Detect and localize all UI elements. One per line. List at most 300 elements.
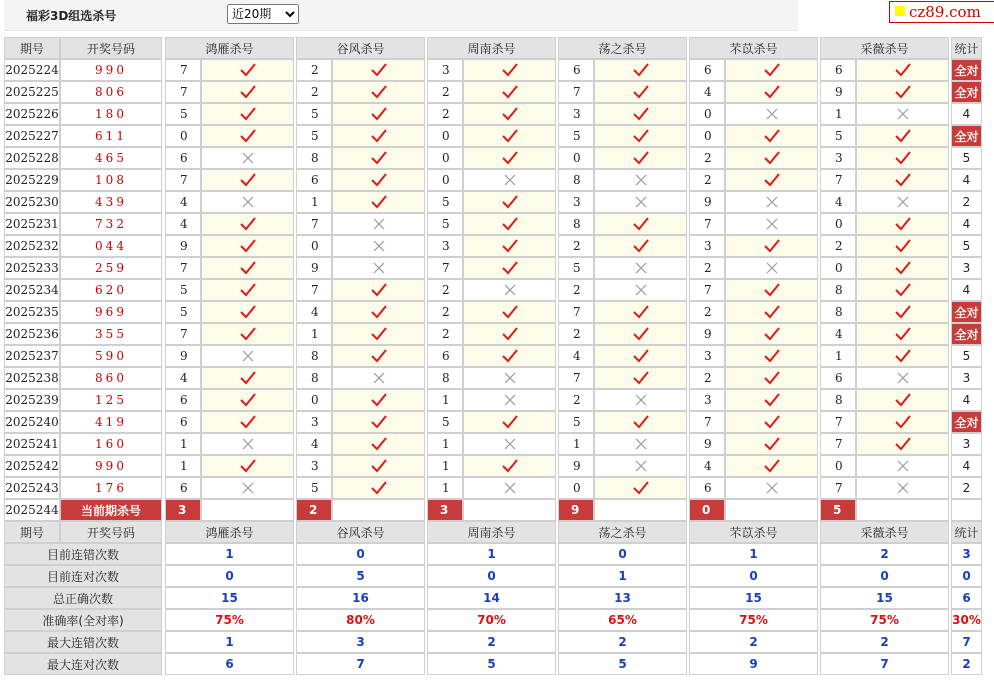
kill-number-cell: 8 [820, 301, 856, 323]
check-icon [894, 326, 912, 342]
summary-value: 16 [296, 587, 425, 609]
check-icon [370, 84, 388, 100]
result-correct [594, 367, 687, 389]
kill-number-cell: 9 [689, 323, 725, 345]
result-correct [201, 59, 294, 81]
check-icon [239, 128, 257, 144]
check-icon [370, 62, 388, 78]
kill-number-cell: 7 [427, 257, 463, 279]
summary-value: 0 [558, 543, 687, 565]
current-kill-number: 5 [820, 499, 856, 521]
kill-number-cell: 9 [558, 455, 594, 477]
kill-number-cell: 2 [427, 279, 463, 301]
check-icon [501, 194, 519, 210]
kill-number-cell: 5 [820, 125, 856, 147]
kill-number-cell: 1 [427, 477, 463, 499]
result-correct [201, 301, 294, 323]
check-icon [894, 436, 912, 452]
kill-number-cell: 0 [558, 147, 594, 169]
result-correct [594, 411, 687, 433]
period-cell: 2025225 [4, 81, 60, 103]
kill-number-cell: 7 [558, 81, 594, 103]
kill-number-cell: 3 [427, 59, 463, 81]
summary-value: 5 [558, 653, 687, 675]
kill-number-cell: 4 [165, 191, 201, 213]
cross-icon [765, 217, 779, 231]
kill-number-cell: 7 [165, 257, 201, 279]
cross-icon [634, 195, 648, 209]
result-correct [463, 81, 556, 103]
summary-value: 0 [165, 565, 294, 587]
kill-number-cell: 2 [427, 103, 463, 125]
kill-number-cell: 8 [558, 213, 594, 235]
kill-number-cell: 2 [689, 301, 725, 323]
check-icon [894, 304, 912, 320]
result-correct [856, 59, 949, 81]
summary-value: 15 [165, 587, 294, 609]
summary-value: 75% [689, 609, 818, 631]
kill-number-cell: 5 [427, 411, 463, 433]
result-correct [725, 169, 818, 191]
check-icon [239, 458, 257, 474]
draw-number-cell: 108 [60, 169, 162, 191]
result-correct [856, 323, 949, 345]
result-correct [594, 103, 687, 125]
row-stat-cell: 3 [951, 257, 982, 279]
kill-number-cell: 1 [296, 323, 332, 345]
current-period-cell: 2025244 [4, 499, 60, 521]
kill-number-cell: 8 [296, 367, 332, 389]
kill-number-cell: 7 [689, 411, 725, 433]
kill-number-cell: 2 [820, 235, 856, 257]
period-range-select[interactable] [227, 4, 299, 24]
period-cell: 2025237 [4, 345, 60, 367]
kill-number-cell: 0 [689, 103, 725, 125]
kill-number-cell: 9 [165, 345, 201, 367]
period-cell: 2025224 [4, 59, 60, 81]
check-icon [239, 106, 257, 122]
result-correct [332, 103, 425, 125]
cross-icon [503, 481, 517, 495]
kill-number-cell: 1 [820, 345, 856, 367]
result-correct [725, 235, 818, 257]
summary-value: 75% [165, 609, 294, 631]
row-stat-cell: 4 [951, 389, 982, 411]
check-icon [763, 326, 781, 342]
cross-icon [765, 107, 779, 121]
cross-icon [372, 371, 386, 385]
current-empty-cell [463, 499, 556, 521]
result-correct [332, 411, 425, 433]
summary-value: 0 [296, 543, 425, 565]
check-icon [763, 84, 781, 100]
kill-number-cell: 3 [689, 345, 725, 367]
check-icon [632, 370, 650, 386]
draw-number-cell: 044 [60, 235, 162, 257]
kill-number-cell: 2 [689, 169, 725, 191]
check-icon [239, 326, 257, 342]
check-icon [370, 304, 388, 320]
result-wrong [201, 147, 294, 169]
result-correct [332, 389, 425, 411]
check-icon [763, 392, 781, 408]
all-correct-badge: 全对 [951, 125, 982, 147]
cross-icon [241, 481, 255, 495]
cross-icon [241, 349, 255, 363]
period-cell: 2025242 [4, 455, 60, 477]
header-killer-0: 鸿雁杀号 [165, 37, 294, 59]
draw-number-cell: 620 [60, 279, 162, 301]
period-cell: 2025233 [4, 257, 60, 279]
row-stat-cell: 4 [951, 169, 982, 191]
check-icon [763, 348, 781, 364]
kill-number-cell: 0 [820, 213, 856, 235]
summary-value: 9 [689, 653, 818, 675]
summary-value: 0 [689, 565, 818, 587]
check-icon [239, 62, 257, 78]
result-correct [332, 301, 425, 323]
kill-number-cell: 6 [689, 477, 725, 499]
kill-number-cell: 6 [820, 367, 856, 389]
result-wrong [725, 191, 818, 213]
current-kill-number: 0 [689, 499, 725, 521]
kill-number-cell: 5 [427, 191, 463, 213]
draw-number-cell: 590 [60, 345, 162, 367]
result-correct [332, 81, 425, 103]
draw-number-cell: 439 [60, 191, 162, 213]
check-icon [370, 106, 388, 122]
check-icon [632, 414, 650, 430]
draw-number-cell: 990 [60, 59, 162, 81]
kill-number-cell: 6 [820, 59, 856, 81]
draw-number-cell: 176 [60, 477, 162, 499]
kill-number-cell: 5 [558, 125, 594, 147]
kill-number-cell: 4 [165, 213, 201, 235]
kill-number-cell: 3 [427, 235, 463, 257]
cross-icon [503, 283, 517, 297]
check-icon [239, 84, 257, 100]
check-icon [763, 62, 781, 78]
summary-label: 最大连错次数 [4, 631, 162, 653]
logo-square-icon [895, 6, 905, 16]
kill-number-cell: 7 [165, 323, 201, 345]
result-correct [201, 323, 294, 345]
period-cell: 2025235 [4, 301, 60, 323]
period-cell: 2025228 [4, 147, 60, 169]
cross-icon [896, 195, 910, 209]
result-correct [856, 411, 949, 433]
kill-number-cell: 6 [165, 147, 201, 169]
result-correct [725, 279, 818, 301]
current-stat-empty [951, 499, 982, 521]
period-cell: 2025227 [4, 125, 60, 147]
period-cell: 2025234 [4, 279, 60, 301]
check-icon [239, 414, 257, 430]
kill-number-cell: 3 [820, 147, 856, 169]
result-correct [463, 125, 556, 147]
result-correct [594, 477, 687, 499]
check-icon [632, 62, 650, 78]
result-correct [594, 213, 687, 235]
result-correct [201, 81, 294, 103]
check-icon [894, 282, 912, 298]
kill-number-cell: 4 [296, 301, 332, 323]
result-wrong [201, 433, 294, 455]
cross-icon [765, 195, 779, 209]
summary-value: 2 [820, 631, 949, 653]
period-cell: 2025229 [4, 169, 60, 191]
cross-icon [896, 481, 910, 495]
kill-number-cell: 1 [427, 433, 463, 455]
check-icon [370, 348, 388, 364]
result-wrong [594, 169, 687, 191]
summary-value: 7 [296, 653, 425, 675]
summary-value: 80% [296, 609, 425, 631]
summary-stat: 6 [951, 587, 982, 609]
header-killer-1: 谷风杀号 [296, 37, 425, 59]
summary-value: 75% [820, 609, 949, 631]
kill-number-cell: 2 [427, 81, 463, 103]
summary-value: 1 [558, 565, 687, 587]
result-correct [856, 81, 949, 103]
check-icon [894, 238, 912, 254]
kill-number-cell: 0 [427, 147, 463, 169]
cross-icon [241, 195, 255, 209]
result-wrong [332, 213, 425, 235]
check-icon [763, 370, 781, 386]
header-period: 期号 [4, 37, 60, 59]
result-wrong [856, 477, 949, 499]
summary-stat: 0 [951, 565, 982, 587]
result-correct [725, 59, 818, 81]
kill-number-cell: 6 [427, 345, 463, 367]
check-icon [501, 106, 519, 122]
result-correct [856, 257, 949, 279]
draw-number-cell: 990 [60, 455, 162, 477]
check-icon [370, 480, 388, 496]
summary-label: 目前连错次数 [4, 543, 162, 565]
result-correct [725, 81, 818, 103]
current-empty-cell [201, 499, 294, 521]
kill-number-cell: 7 [165, 59, 201, 81]
summary-stat: 30% [951, 609, 982, 631]
kill-number-cell: 2 [427, 301, 463, 323]
toolbar [4, 0, 798, 31]
result-wrong [594, 389, 687, 411]
result-correct [463, 411, 556, 433]
kill-number-cell: 8 [427, 367, 463, 389]
summary-value: 2 [558, 631, 687, 653]
cross-icon [765, 261, 779, 275]
result-correct [463, 147, 556, 169]
check-icon [370, 414, 388, 430]
result-correct [463, 345, 556, 367]
header-stat-bottom: 统计 [951, 521, 982, 543]
check-icon [370, 326, 388, 342]
check-icon [239, 260, 257, 276]
result-correct [332, 323, 425, 345]
kill-number-cell: 1 [165, 455, 201, 477]
result-correct [856, 389, 949, 411]
result-correct [594, 235, 687, 257]
summary-value: 1 [165, 631, 294, 653]
result-correct [332, 345, 425, 367]
check-icon [501, 348, 519, 364]
check-icon [501, 304, 519, 320]
row-stat-cell: 5 [951, 345, 982, 367]
result-correct [463, 301, 556, 323]
result-wrong [463, 433, 556, 455]
current-empty-cell [856, 499, 949, 521]
cross-icon [896, 371, 910, 385]
row-stat-cell: 4 [951, 455, 982, 477]
result-wrong [463, 367, 556, 389]
current-empty-cell [332, 499, 425, 521]
result-wrong [594, 191, 687, 213]
check-icon [370, 436, 388, 452]
kill-number-cell: 2 [558, 389, 594, 411]
summary-label: 最大连对次数 [4, 653, 162, 675]
period-cell: 2025243 [4, 477, 60, 499]
kill-number-cell: 0 [165, 125, 201, 147]
kill-number-cell: 8 [558, 169, 594, 191]
result-correct [725, 367, 818, 389]
kill-number-cell: 2 [558, 323, 594, 345]
result-correct [201, 169, 294, 191]
result-correct [201, 213, 294, 235]
kill-number-cell: 7 [165, 169, 201, 191]
kill-number-cell: 4 [820, 191, 856, 213]
header-killer-4-bottom: 芣苡杀号 [689, 521, 818, 543]
kill-number-cell: 0 [427, 125, 463, 147]
summary-label: 准确率(全对率) [4, 609, 162, 631]
result-correct [332, 169, 425, 191]
result-wrong [463, 279, 556, 301]
page-title: 福彩3D组选杀号 [26, 9, 117, 23]
kill-number-cell: 4 [558, 345, 594, 367]
cross-icon [503, 437, 517, 451]
cross-icon [503, 393, 517, 407]
kill-number-cell: 7 [820, 433, 856, 455]
kill-number-cell: 4 [689, 81, 725, 103]
result-wrong [725, 477, 818, 499]
result-wrong [594, 257, 687, 279]
result-wrong [201, 345, 294, 367]
check-icon [501, 238, 519, 254]
kill-number-cell: 2 [689, 367, 725, 389]
summary-stat: 7 [951, 631, 982, 653]
kill-number-cell: 2 [558, 235, 594, 257]
check-icon [632, 106, 650, 122]
kill-number-cell: 8 [296, 345, 332, 367]
current-kill-number: 3 [427, 499, 463, 521]
check-icon [239, 370, 257, 386]
result-wrong [594, 279, 687, 301]
check-icon [501, 414, 519, 430]
result-wrong [856, 455, 949, 477]
check-icon [239, 238, 257, 254]
summary-value: 15 [689, 587, 818, 609]
result-wrong [856, 191, 949, 213]
result-correct [856, 147, 949, 169]
draw-number-cell: 355 [60, 323, 162, 345]
result-correct [201, 411, 294, 433]
check-icon [894, 414, 912, 430]
summary-value: 7 [820, 653, 949, 675]
result-correct [463, 191, 556, 213]
period-cell: 2025240 [4, 411, 60, 433]
row-stat-cell: 2 [951, 191, 982, 213]
header-killer-3-bottom: 荡之杀号 [558, 521, 687, 543]
kill-number-cell: 5 [165, 279, 201, 301]
header-killer-3: 荡之杀号 [558, 37, 687, 59]
summary-value: 0 [820, 565, 949, 587]
result-correct [725, 411, 818, 433]
all-correct-badge: 全对 [951, 301, 982, 323]
cross-icon [634, 459, 648, 473]
cross-icon [896, 107, 910, 121]
check-icon [632, 150, 650, 166]
header-killer-4: 芣苡杀号 [689, 37, 818, 59]
result-correct [332, 455, 425, 477]
kill-number-cell: 7 [689, 213, 725, 235]
check-icon [763, 172, 781, 188]
kill-number-cell: 4 [296, 433, 332, 455]
result-correct [856, 125, 949, 147]
result-wrong [725, 213, 818, 235]
kill-number-cell: 7 [296, 279, 332, 301]
kill-number-cell: 6 [165, 411, 201, 433]
summary-label: 目前连对次数 [4, 565, 162, 587]
summary-stat: 3 [951, 543, 982, 565]
site-logo[interactable] [889, 1, 994, 23]
result-correct [725, 455, 818, 477]
check-icon [370, 128, 388, 144]
kill-number-cell: 0 [296, 235, 332, 257]
result-correct [463, 257, 556, 279]
cross-icon [634, 437, 648, 451]
check-icon [370, 282, 388, 298]
summary-value: 3 [296, 631, 425, 653]
check-icon [501, 84, 519, 100]
current-label-cell: 当前期杀号 [60, 499, 162, 521]
result-wrong [856, 103, 949, 125]
check-icon [763, 458, 781, 474]
kill-number-cell: 5 [296, 103, 332, 125]
summary-value: 5 [427, 653, 556, 675]
cross-icon [372, 261, 386, 275]
check-icon [239, 172, 257, 188]
kill-number-cell: 4 [689, 455, 725, 477]
header-killer-0-bottom: 鸿雁杀号 [165, 521, 294, 543]
result-correct [201, 367, 294, 389]
check-icon [763, 238, 781, 254]
kill-number-cell: 3 [558, 103, 594, 125]
cross-icon [634, 283, 648, 297]
kill-number-cell: 2 [427, 323, 463, 345]
result-correct [594, 147, 687, 169]
summary-value: 15 [820, 587, 949, 609]
result-correct [463, 323, 556, 345]
result-correct [594, 345, 687, 367]
kill-number-cell: 1 [820, 103, 856, 125]
check-icon [632, 128, 650, 144]
kill-number-cell: 6 [558, 59, 594, 81]
check-icon [501, 62, 519, 78]
result-wrong [332, 235, 425, 257]
result-correct [856, 345, 949, 367]
kill-number-cell: 6 [165, 389, 201, 411]
